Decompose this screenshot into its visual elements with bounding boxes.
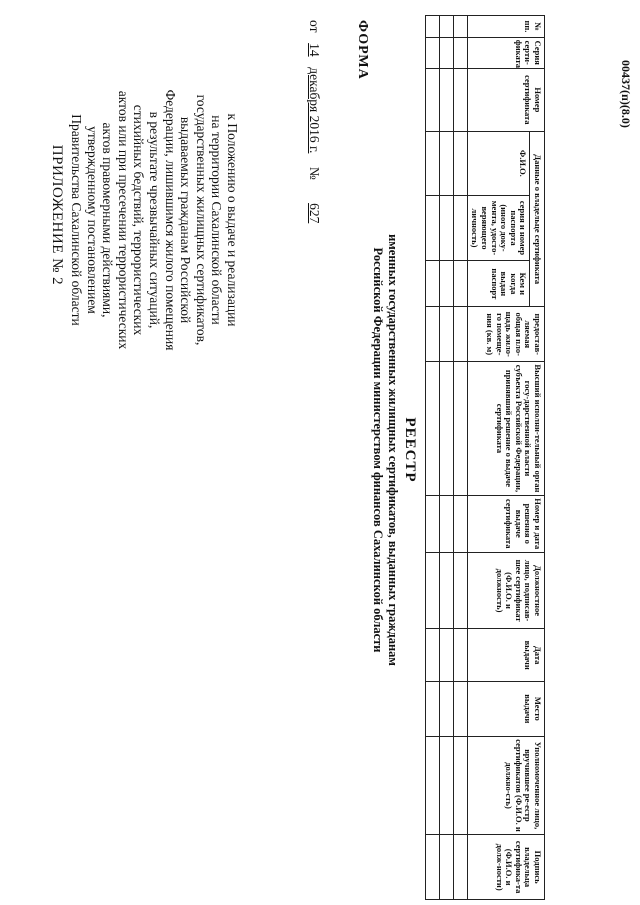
table-row	[439, 16, 453, 900]
header-issued-by: Кем и когда выдан паспорт	[467, 261, 530, 307]
register-table	[425, 15, 545, 900]
header-holder-group: Данные о владельце сертификата	[530, 132, 545, 307]
footer-code: 00437(п)(8.0)	[619, 60, 633, 128]
appendix-line: Правительства Сахалинской области	[69, 114, 85, 326]
header-fio: Ф.И.О.	[467, 132, 530, 196]
header-series: Серия серти-фиката	[467, 37, 544, 68]
table-row	[453, 16, 467, 900]
form-label: ФОРМА	[355, 20, 370, 80]
register-subtitle-line: Российской Федерации министерством финансов Сахалинской области	[371, 247, 385, 653]
appendix-line: Федерации, лишившимся жилого помещения	[162, 89, 178, 351]
header-authorized-person: Уполномоченное лицо, вручившее ре-естр сертификатов (Ф.И.О. и должно-сть)	[467, 736, 544, 835]
date-month-year: декабря 2016 г.	[307, 67, 322, 154]
number-label: №	[307, 166, 322, 180]
header-area: предостав-ляемая общая пло-щадь жило-го помеще-ния (кв. м)	[467, 307, 544, 362]
date-day: 14	[307, 43, 322, 57]
appendix-line: в результате чрезвычайных ситуаций,	[147, 111, 163, 329]
appendix-body	[68, 70, 240, 370]
header-authority: Высший исполни-тельный орган госу-дарственной власти субъекта Российской Федерации, принявший решение о выдаче сертификата	[467, 362, 544, 496]
resolution-date-line	[306, 20, 322, 360]
header-issue-date: Дата выдачи	[467, 629, 544, 682]
header-signature: Подпись владельца сертифика-та (Ф.И.О. и долж-ности)	[467, 835, 544, 900]
header-official: Должностное лицо, подписав-шее сертификат (Ф.И.О. и должность)	[467, 552, 544, 629]
register-subtitle-line: именных государственных жилищных сертификатов, выданных гражданам	[386, 234, 400, 666]
register-title: РЕЕСТР	[402, 417, 418, 483]
table-row	[425, 16, 439, 900]
appendix-line: выдаваемых гражданам Российской	[178, 116, 194, 324]
appendix-line: государственных жилищных сертификатов,	[193, 94, 209, 346]
resolution-number: 627	[307, 203, 322, 224]
date-prefix: от	[307, 20, 322, 33]
header-decision: Номер и дата решения о выдаче сертификата	[467, 495, 544, 552]
header-num: № пп.	[467, 16, 544, 38]
register-subtitle	[370, 10, 400, 890]
appendix-line: актов правомерными действиями,	[100, 122, 116, 318]
header-passport: серия и номер паспорта (иного доку-мента, удосто-веряющего личность)	[467, 195, 530, 261]
appendix-line: к Положению о выдаче и реализации	[225, 113, 240, 327]
appendix-line: актов или при пресечении террористических	[115, 90, 131, 350]
header-cert-number: Номер сертификата	[467, 68, 544, 132]
appendix-line: на территории Сахалинской области	[209, 115, 225, 325]
appendix-line: стихийных бедствий, террористических	[131, 104, 147, 336]
appendix-title: ПРИЛОЖЕНИЕ № 2	[49, 144, 65, 286]
appendix-line: утвержденному постановлением	[84, 126, 100, 314]
header-issue-place: Место выдачи	[467, 681, 544, 736]
